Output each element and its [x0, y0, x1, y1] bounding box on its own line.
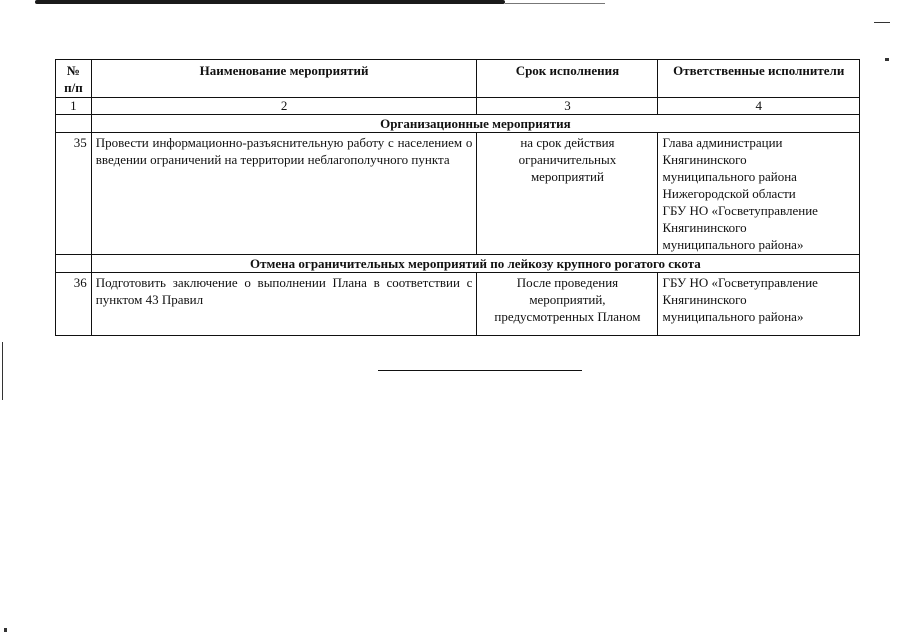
column-number-row	[56, 98, 860, 115]
scan-artifact-right-dot	[885, 58, 889, 61]
plan-table	[55, 59, 860, 336]
row-responsible	[658, 133, 860, 255]
responsible-line-text: Глава администрации	[662, 135, 783, 150]
column-number: 1	[56, 98, 92, 115]
responsible-line: Княгининского	[662, 220, 747, 235]
section-title: Организационные мероприятия	[91, 115, 859, 133]
column-number: 2	[91, 98, 477, 115]
closing-rule	[378, 370, 582, 371]
responsible-line	[662, 134, 855, 151]
header-num: № п/п	[56, 60, 92, 98]
row-name: Подготовить заключение о выполнении Плана в соответствии с пунктом 43 Правил	[91, 273, 477, 336]
section-row	[56, 255, 860, 273]
column-number: 3	[477, 98, 658, 115]
responsible-line: Княгининского	[662, 292, 747, 307]
section-row	[56, 115, 860, 133]
row-name: Провести информационно-разъяснительную работу с населением о введении ограничений на территории неблагополучного пункта	[91, 133, 477, 255]
row-num: 35	[56, 133, 92, 255]
responsible-line: муниципального района»	[662, 237, 804, 252]
scan-artifact-left-edge	[2, 342, 3, 400]
header-responsible: Ответственные исполнители	[658, 60, 860, 98]
scan-artifact-top	[35, 0, 505, 4]
scan-artifact-top-right	[505, 3, 605, 4]
header-term: Срок исполнения	[477, 60, 658, 98]
responsible-line: Нижегородской области	[662, 186, 796, 201]
responsible-line: Княгининского	[662, 152, 747, 167]
header-name: Наименование мероприятий	[91, 60, 477, 98]
responsible-line: ГБУ НО «Госветуправление	[662, 275, 818, 290]
row-term: После проведения мероприятий, предусмотренных Планом	[477, 273, 658, 336]
column-number: 4	[658, 98, 860, 115]
row-num: 36	[56, 273, 92, 336]
responsible-line: ГБУ НО «Госветуправление	[662, 203, 818, 218]
section-title: Отмена ограничительных мероприятий по лейкозу крупного рогатого скота	[91, 255, 859, 273]
table-row	[56, 133, 860, 255]
scan-artifact-right-dash	[874, 22, 890, 23]
responsible-line: муниципального района»	[662, 309, 804, 324]
responsible-line: муниципального района	[662, 169, 797, 184]
header-row	[56, 60, 860, 98]
scan-artifact-bottom-left	[4, 628, 7, 632]
table-row	[56, 273, 860, 336]
row-responsible	[658, 273, 860, 336]
row-term: на срок действия ограничительных мероприятий	[477, 133, 658, 255]
